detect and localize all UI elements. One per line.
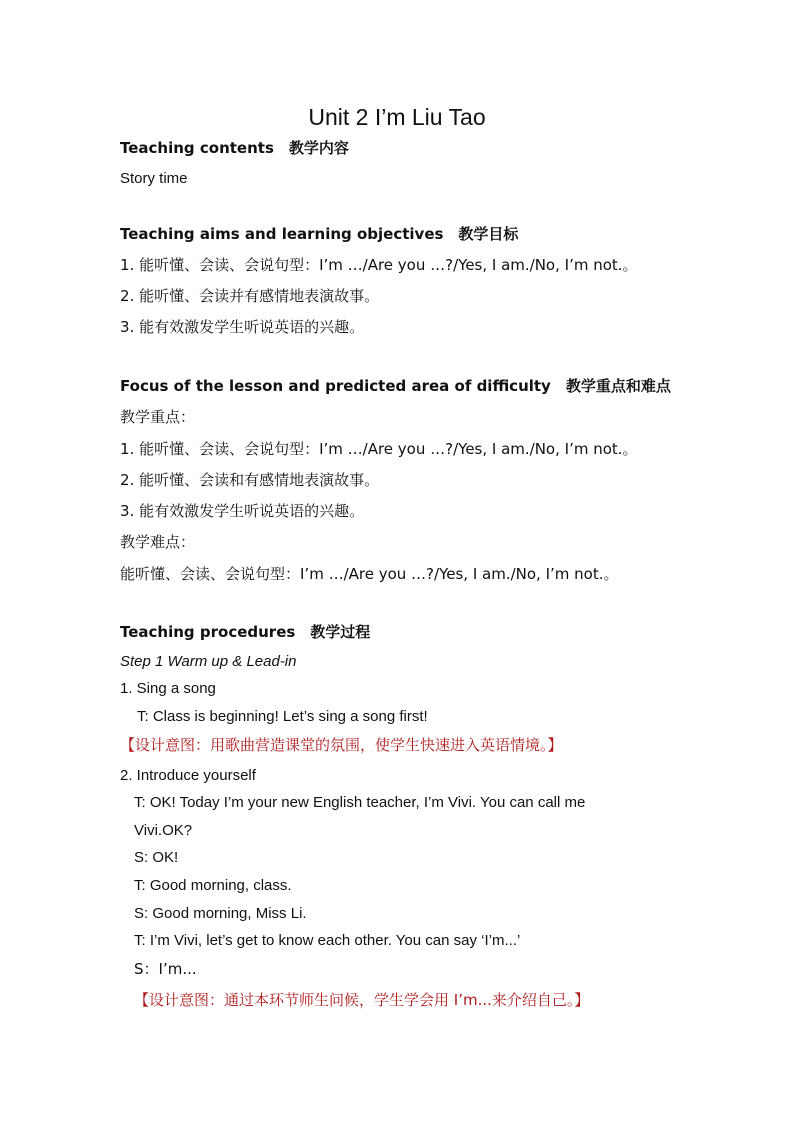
dialog-line: T: Class is beginning! Let’s sing a song first! <box>137 708 428 725</box>
page-title: Unit 2 I’m Liu Tao <box>308 104 486 130</box>
key-point-item: 2. 能听懂、会读和有感情地表演故事。 <box>120 471 380 489</box>
dialog-line: Vivi.OK? <box>134 822 193 839</box>
difficulty-label: 教学难点： <box>120 533 196 551</box>
dialog-line: S: OK! <box>134 849 179 866</box>
aims-item: 1. 能听懂、会读、会说句型：I’m …/Are you …?/Yes, I am./No, I’m not.。 <box>120 256 638 274</box>
aims-item: 2. 能听懂、会读并有感情地表演故事。 <box>120 287 380 305</box>
dialog-line: T: I’m Vivi, let’s get to know each other. You can say ‘I’m...’ <box>134 932 521 949</box>
design-intent-note: 【设计意图：通过本环节师生问候，学生学会用 I’m...来介绍自己。】 <box>134 991 590 1009</box>
dialog-line: S: Good morning, Miss Li. <box>134 905 307 922</box>
key-points-label: 教学重点： <box>120 408 196 426</box>
dialog-line: S：I’m... <box>134 960 197 978</box>
focus-heading: Focus of the lesson and predicted area of difficulty 教学重点和难点 <box>120 377 671 395</box>
teaching-contents-body: Story time <box>120 170 188 187</box>
key-point-item: 3. 能有效激发学生听说英语的兴趣。 <box>120 502 365 520</box>
procedure-item: 2. Introduce yourself <box>120 767 256 784</box>
teaching-contents-heading: Teaching contents 教学内容 <box>120 139 349 157</box>
teaching-aims-heading: Teaching aims and learning objectives 教学目标 <box>120 225 519 243</box>
design-intent-note: 【设计意图：用歌曲营造课堂的氛围，使学生快速进入英语情境。】 <box>120 736 563 754</box>
aims-item: 3. 能有效激发学生听说英语的兴趣。 <box>120 318 365 336</box>
difficulty-text: 能听懂、会读、会说句型：I’m …/Are you …?/Yes, I am./No, I’m not.。 <box>120 565 619 583</box>
key-point-item: 1. 能听懂、会读、会说句型：I’m …/Are you …?/Yes, I am./No, I’m not.。 <box>120 440 638 458</box>
procedure-item: 1. Sing a song <box>120 680 216 697</box>
dialog-line: T: OK! Today I’m your new English teacher, I’m Vivi. You can call me <box>134 794 586 811</box>
step-heading: Step 1 Warm up & Lead-in <box>120 653 297 670</box>
dialog-line: T: Good morning, class. <box>134 877 292 894</box>
procedures-heading: Teaching procedures 教学过程 <box>120 623 371 641</box>
